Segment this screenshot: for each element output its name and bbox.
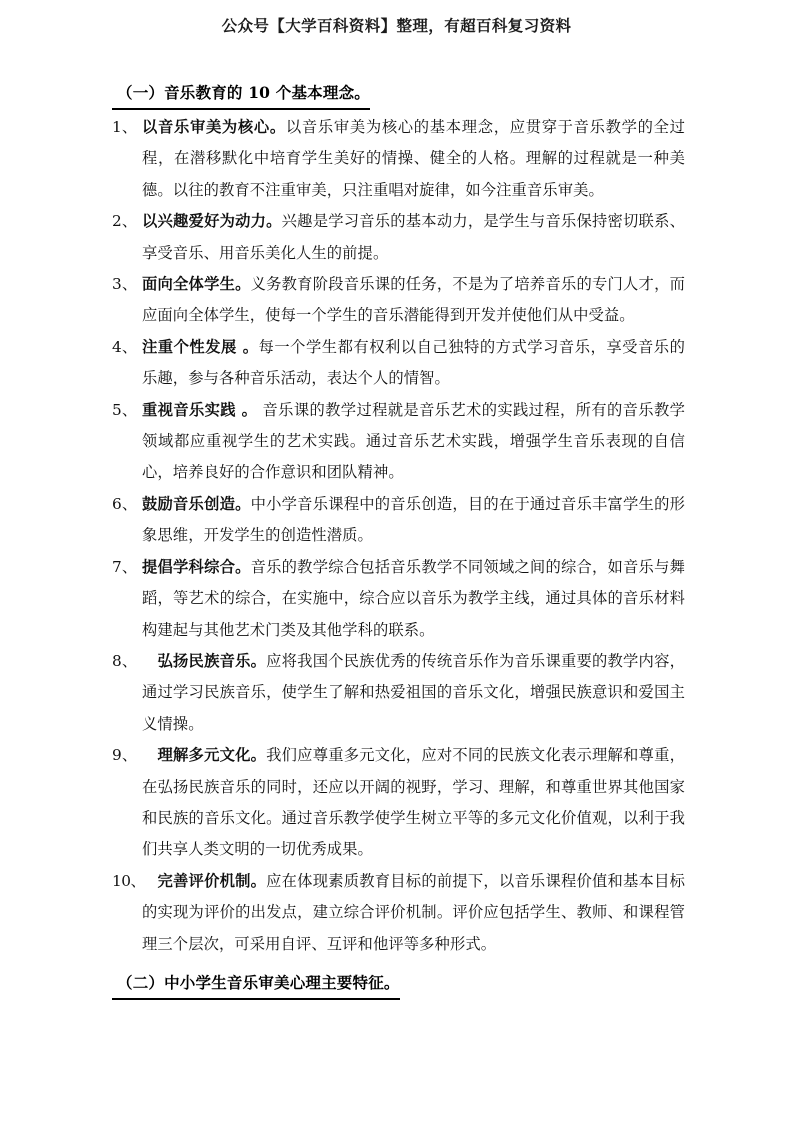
list-item-body: 应将我国个民族优秀的传统音乐作为音乐课重要的教学内容，通过学习民族音乐，使学生了解和热爱祖国的音乐文化，增强民族意识和爱国主义情操。 (142, 651, 685, 733)
document-body (112, 78, 685, 1002)
list-item-marker: 9、 (112, 746, 138, 765)
list-item (112, 740, 685, 866)
list-item-body: 兴趣是学习音乐的基本动力，是学生与音乐保持密切联系、享受音乐、用音乐美化人生的前提。 (142, 212, 685, 262)
section-one-heading: （一）音乐教育的 10 个基本理念。 (112, 78, 370, 110)
list-item-lead: 注重个性发展 。 (142, 337, 259, 356)
list-item-marker: 10、 (112, 871, 146, 890)
list-item (112, 206, 685, 269)
list-item-marker: 1、 (112, 118, 138, 136)
list-item-marker: 4、 (112, 337, 138, 356)
list-item-marker: 2、 (112, 212, 138, 231)
list-item-body: 音乐课的教学过程就是音乐艺术的实践过程，所有的音乐教学领域都应重视学生的艺术实践。通过音乐艺术实践，增强学生音乐表现的自信心，培养良好的合作意识和团队精神。 (142, 400, 685, 482)
list-item (112, 395, 685, 489)
list-item-body: 音乐的教学综合包括音乐教学不同领域之间的综合，如音乐与舞蹈，等艺术的综合，在实施中，综合应以音乐为教学主线，通过具体的音乐材料构建起与其他艺术门类及其他学科的联系。 (142, 557, 685, 639)
list-item-lead: 提倡学科综合。 (142, 557, 251, 576)
list-item (112, 866, 685, 960)
list-item-marker: 8、 (112, 651, 138, 670)
section-two-heading-wrap (112, 968, 685, 1002)
list-item-marker: 5、 (112, 400, 138, 419)
list-item-body: 我们应尊重多元文化，应对不同的民族文化表示理解和尊重，在弘扬民族音乐的同时，还应以开阔的视野，学习、理解，和尊重世界其他国家和民族的音乐文化。通过音乐教学使学生树立平等的多元文化价值观，以利于我们共享人类文明的一切优秀成果。 (142, 746, 685, 859)
list-item-marker: 6、 (112, 494, 138, 513)
list-item-body: 应在体现素质教育目标的前提下，以音乐课程价值和基本目标的实现为评价的出发点，建立综合评价机制。评价应包括学生、教师、和课程管理三个层次，可采用自评、互评和他评等多种形式。 (142, 871, 685, 953)
list-item-lead: 以兴趣爱好为动力。 (142, 212, 282, 231)
list-item-marker: 3、 (112, 275, 138, 294)
section-two-heading: （二）中小学生音乐审美心理主要特征。 (112, 968, 400, 1000)
list-item-lead: 弘扬民族音乐。 (142, 651, 267, 670)
list-item-lead: 鼓励音乐创造。 (142, 494, 251, 513)
section-one-heading-wrap (112, 78, 685, 112)
list-item (112, 269, 685, 332)
list-item (112, 646, 685, 740)
list-item-body: 义务教育阶段音乐课的任务，不是为了培养音乐的专门人才，而应面向全体学生，使每一个学生的音乐潜能得到开发并使他们从中受益。 (142, 275, 685, 325)
list-item-body: 每一个学生都有权利以自己独特的方式学习音乐，享受音乐的乐趣，参与各种音乐活动，表达个人的情智。 (142, 337, 685, 388)
list-item-body: 以音乐审美为核心的基本理念，应贯穿于音乐教学的全过程，在潜移默化中培育学生美好的情操、健全的人格。理解的过程就是一种美德。以往的教育不注重审美，只注重唱对旋律，如今注重音乐审美。 (142, 118, 685, 199)
list-item (112, 489, 685, 552)
list-item-lead: 以音乐审美为核心。 (142, 118, 286, 136)
running-header: 公众号【大学百科资料】整理，有超百科复习资料 (221, 16, 572, 35)
list-item (112, 552, 685, 646)
list-item-body: 中小学音乐课程中的音乐创造，目的在于通过音乐丰富学生的形象思维，开发学生的创造性潜质。 (142, 494, 685, 545)
list-item-lead: 完善评价机制。 (142, 871, 267, 890)
list-item-marker: 7、 (112, 557, 138, 576)
list-item-lead: 面向全体学生。 (142, 275, 251, 294)
list-item-lead: 理解多元文化。 (142, 746, 267, 765)
list-item (112, 112, 685, 206)
list-item (112, 332, 685, 395)
list-item-lead: 重视音乐实践 。 (142, 400, 258, 419)
